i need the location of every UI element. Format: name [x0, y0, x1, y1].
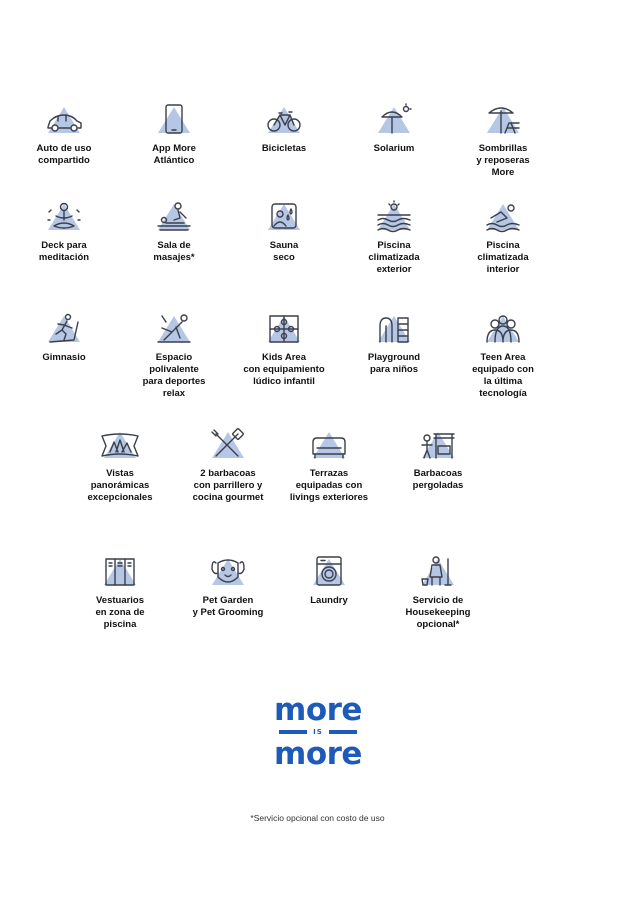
meditation-icon: [44, 200, 84, 234]
pergola-icon: [418, 428, 458, 462]
puzzle-icon: [264, 312, 304, 346]
amenity-label: 2 barbacoas con parrillero y cocina gourmet: [192, 468, 264, 503]
logo-word-top: more: [274, 692, 362, 728]
amenity-item: [339, 103, 449, 155]
amenity-label: Pet Garden y Pet Grooming: [192, 595, 264, 618]
amenity-item: [9, 312, 119, 364]
amenity-item: [448, 312, 558, 400]
amenity-label: Kids Area con equipamiento lúdico infantil: [243, 352, 325, 387]
tablet-icon: [154, 103, 194, 137]
amenity-label: Playground para niños: [367, 352, 421, 375]
amenity-label: Piscina climatizada interior: [477, 240, 529, 275]
dog-icon: [208, 555, 248, 589]
sofa-icon: [309, 428, 349, 462]
sauna-icon: [264, 200, 304, 234]
amenity-label: Bicicletas: [261, 143, 307, 154]
amenity-item: [9, 103, 119, 167]
amenity-item: [383, 555, 493, 631]
amenity-label: Espacio polivalente para deportes relax: [142, 352, 206, 399]
logo-bar-left: [279, 730, 307, 734]
amenity-item: [119, 312, 229, 400]
washing-machine-icon: [309, 555, 349, 589]
amenity-item: [339, 200, 449, 276]
amenity-label: Laundry: [310, 595, 348, 606]
grill-tools-icon: [208, 428, 248, 462]
amenity-label: Terrazas equipadas con livings exteriores: [289, 468, 369, 503]
amenity-label: Solarium: [373, 143, 415, 154]
playground-icon: [374, 312, 414, 346]
amenity-label: Sauna seco: [269, 240, 299, 263]
amenity-item: [119, 103, 229, 167]
teens-icon: [483, 312, 523, 346]
car-icon: [44, 103, 84, 137]
amenity-item: [65, 428, 175, 504]
amenity-item: [448, 200, 558, 276]
amenity-label: App More Atlántico: [152, 143, 196, 166]
amenity-item: [119, 200, 229, 264]
amenity-item: [65, 555, 175, 631]
amenity-label: Vistas panorámicas excepcionales: [87, 468, 153, 503]
sun-umbrella-icon: [374, 103, 414, 137]
amenity-label: Sala de masajes*: [153, 240, 195, 263]
lockers-icon: [100, 555, 140, 589]
panorama-icon: [100, 428, 140, 462]
amenity-label: Deck para meditación: [38, 240, 90, 263]
treadmill-icon: [44, 312, 84, 346]
amenity-item: [274, 555, 384, 607]
bicycle-icon: [264, 103, 304, 137]
footnote: *Servicio opcional con costo de uso: [250, 813, 385, 823]
amenity-label: Teen Area equipado con la última tecnología: [472, 352, 534, 399]
amenity-item: [173, 555, 283, 619]
swimmer-icon: [483, 200, 523, 234]
amenity-item: [448, 103, 558, 179]
amenity-label: Auto de uso compartido: [36, 143, 92, 166]
amenity-label: Piscina climatizada exterior: [368, 240, 420, 275]
massage-icon: [154, 200, 194, 234]
amenity-label: Servicio de Housekeeping opcional*: [405, 595, 471, 630]
amenity-label: Gimnasio: [42, 352, 86, 363]
housekeeping-icon: [418, 555, 458, 589]
amenity-item: [173, 428, 283, 504]
beach-chair-icon: [483, 103, 523, 137]
amenity-item: [9, 200, 119, 264]
amenity-label: Barbacoas pergoladas: [412, 468, 464, 491]
more-is-more-logo: [258, 692, 378, 772]
amenity-label: Sombrillas y reposeras More: [476, 143, 530, 178]
logo-word-middle: IS: [313, 728, 323, 736]
amenity-item: [229, 200, 339, 264]
logo-word-bottom: more: [274, 736, 362, 772]
amenity-item: [339, 312, 449, 376]
amenity-item: [229, 103, 339, 155]
amenity-item: [383, 428, 493, 492]
outdoor-pool-icon: [374, 200, 414, 234]
amenity-item: [274, 428, 384, 504]
amenity-label: Vestuarios en zona de piscina: [95, 595, 145, 630]
logo-bar-right: [329, 730, 357, 734]
amenity-item: [229, 312, 339, 388]
yoga-icon: [154, 312, 194, 346]
